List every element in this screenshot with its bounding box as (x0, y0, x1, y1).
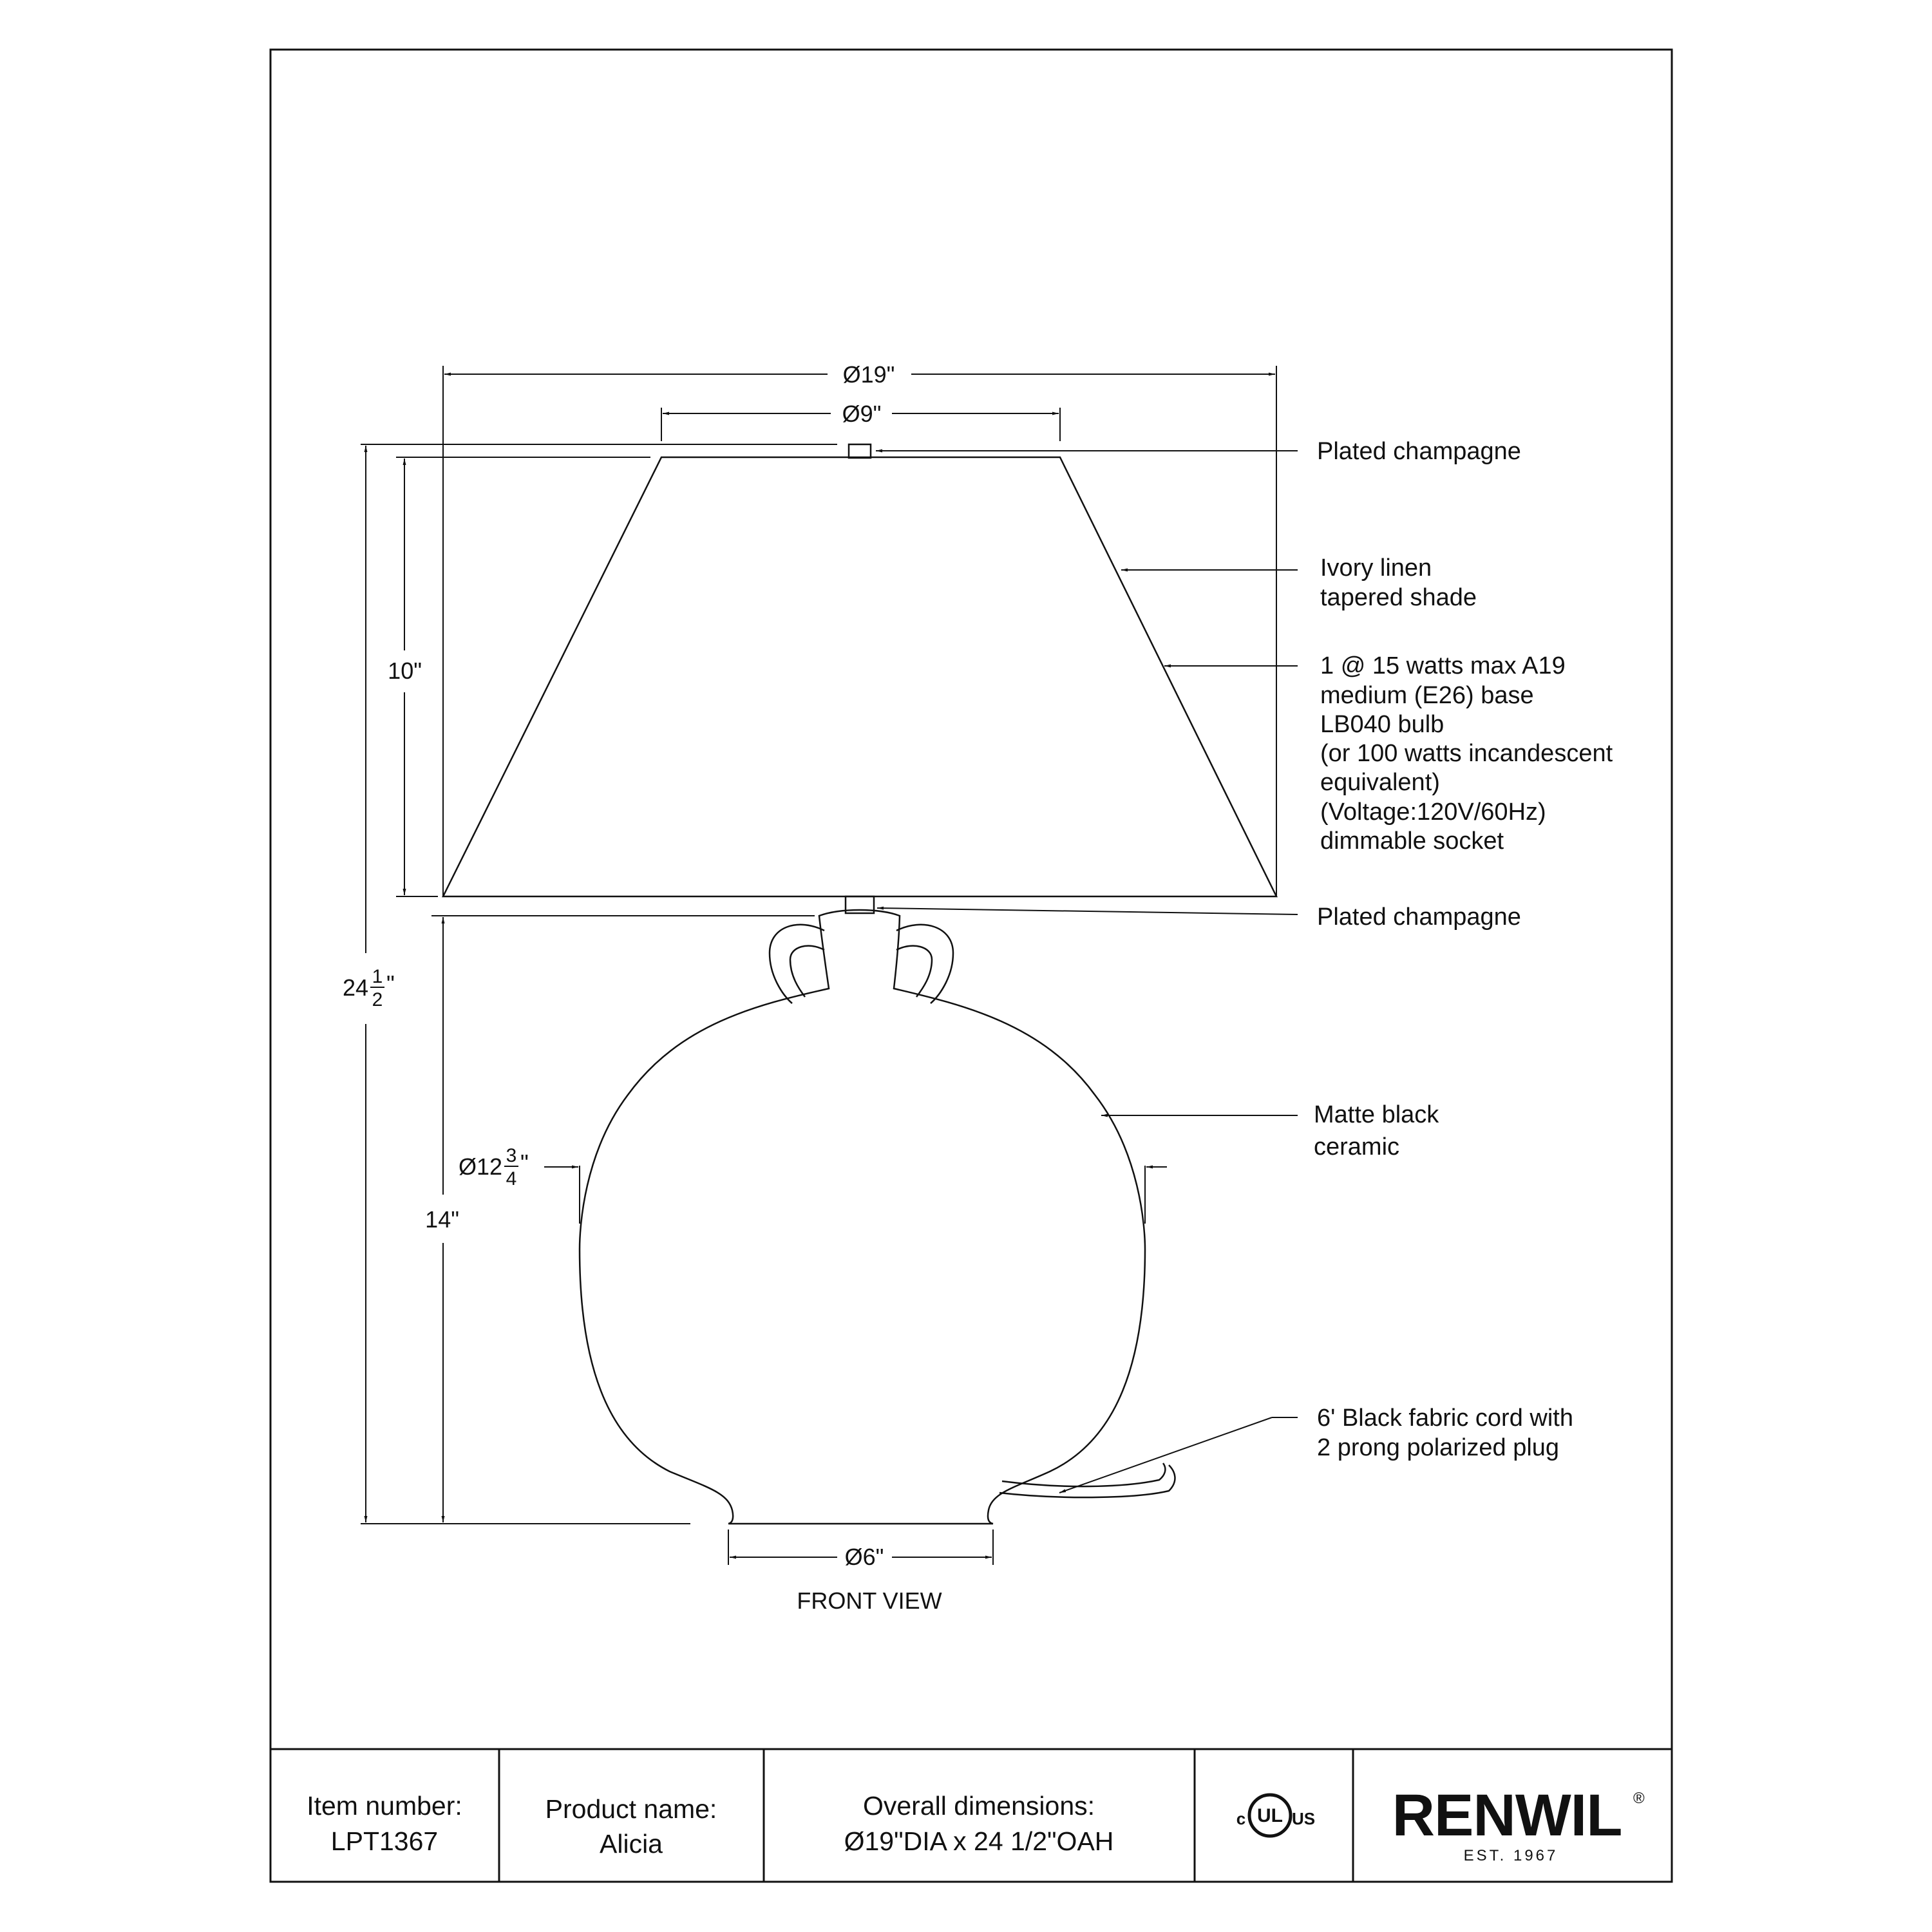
ul-c-text: c (1236, 1809, 1246, 1828)
dim-body-diameter (459, 1145, 529, 1189)
item-number-label: Item number: (307, 1791, 462, 1821)
overall-height-num: 1 (372, 966, 383, 987)
cul-us-certification-icon (1236, 1795, 1315, 1836)
callout-body-line-1: Matte black (1314, 1101, 1439, 1128)
overall-height-inch: " (386, 971, 395, 997)
callout-bulb-line-5: equivalent) (1320, 769, 1440, 796)
callout-bulb-line-4: (or 100 watts incandescent (1320, 740, 1613, 767)
overall-height-den: 2 (372, 989, 383, 1010)
callout-shade-line-2: tapered shade (1320, 584, 1477, 611)
callout-bulb (1320, 652, 1620, 855)
dim-shade-bottom-diameter: Ø19" (842, 361, 895, 388)
overall-dimensions-label: Overall dimensions: (862, 1791, 1095, 1821)
ul-mark-text: UL (1257, 1805, 1283, 1826)
callout-bulb-line-2: medium (E26) base (1320, 682, 1534, 709)
body-diameter-num: 3 (506, 1145, 517, 1166)
body-diameter-whole: Ø12 (458, 1153, 502, 1180)
lamp-shade (443, 457, 1276, 896)
dim-base-height: 14" (425, 1206, 459, 1233)
dimension-lines (361, 366, 1276, 1565)
power-cord (999, 1463, 1175, 1497)
callout-bulb-line-6: (Voltage:120V/60Hz) (1320, 799, 1546, 826)
overall-dimensions-value: Ø19"DIA x 24 1/2"OAH (844, 1826, 1114, 1856)
callout-bulb-line-7: dimmable socket (1320, 828, 1504, 855)
callout-cord-line-2: 2 prong polarized plug (1317, 1434, 1560, 1461)
product-name-value: Alicia (600, 1829, 663, 1859)
item-number-value: LPT1367 (330, 1826, 439, 1856)
callout-shade (1320, 554, 1477, 611)
callout-body-line-2: ceramic (1314, 1133, 1400, 1160)
callout-leaders (876, 451, 1298, 1493)
body-diameter-inch: " (520, 1150, 529, 1176)
dim-shade-height: 10" (388, 658, 422, 684)
dim-shade-top-diameter: Ø9" (842, 401, 882, 427)
product-name-label: Product name: (545, 1794, 717, 1824)
callout-finial: Plated champagne (1317, 438, 1521, 465)
overall-height-whole: 24 (342, 974, 368, 1001)
dim-overall-height (343, 966, 395, 1010)
ul-us-text: US (1291, 1809, 1316, 1828)
callout-body (1314, 1101, 1446, 1160)
brand-established: EST. 1967 (1463, 1847, 1558, 1864)
finial (849, 444, 871, 458)
callout-cord (1317, 1405, 1580, 1461)
lamp-drawing (443, 444, 1276, 1524)
body-diameter-den: 4 (506, 1168, 517, 1189)
dim-foot-diameter: Ø6" (844, 1544, 884, 1570)
renwil-logo (1392, 1783, 1645, 1864)
ceramic-body (580, 910, 1145, 1524)
view-label: FRONT VIEW (797, 1587, 942, 1614)
brand-name: RENWIL (1392, 1783, 1622, 1848)
callout-shade-line-1: Ivory linen (1320, 554, 1432, 582)
callout-cord-line-1: 6' Black fabric cord with (1317, 1405, 1573, 1432)
sheet-border (270, 50, 1672, 1882)
callout-neck: Plated champagne (1317, 904, 1521, 931)
callout-bulb-line-1: 1 @ 15 watts max A19 (1320, 652, 1566, 679)
brand-registered-mark: ® (1633, 1790, 1645, 1807)
callout-bulb-line-3: LB040 bulb (1320, 711, 1444, 738)
